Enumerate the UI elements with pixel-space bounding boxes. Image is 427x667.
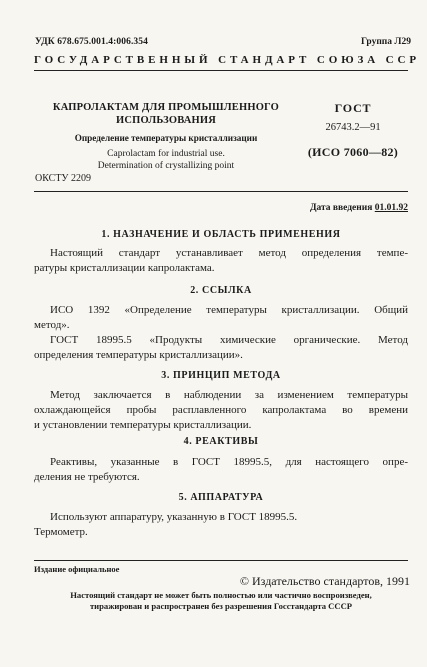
body-line: Термометр. xyxy=(34,526,88,538)
gost-number: 26743.2—91 xyxy=(325,122,381,133)
section-heading: 4. РЕАКТИВЫ xyxy=(183,436,259,447)
introduction-date xyxy=(310,203,408,213)
introduction-date-value: 01.01.92 xyxy=(374,203,408,213)
notice-line: тиражирован и распространен без разрешения Госстандарта СССР xyxy=(89,601,353,611)
official-edition-label: Издание официальное xyxy=(34,564,120,574)
body-line: и установлении температуры кристаллизации. xyxy=(34,419,252,431)
title-ru-line: КАПРОЛАКТАМ ДЛЯ ПРОМЫШЛЕННОГО xyxy=(52,102,280,113)
body-line: определения температуры кристаллизации». xyxy=(34,349,243,361)
body-line: деления не требуются. xyxy=(34,471,140,483)
gost-label: ГОСТ xyxy=(334,101,372,115)
body-line: Настоящий стандарт устанавливает метод определения темпе- xyxy=(50,247,408,259)
body-line: охлаждающейся пробы расплавленного капролактама во времени xyxy=(34,404,408,416)
section-body xyxy=(34,246,408,276)
title-en-line: Caprolactam for industrial use. xyxy=(107,149,225,159)
body-line: ИСО 1392 «Определение температуры кристаллизации. Общий xyxy=(50,304,408,316)
okstu-rule xyxy=(34,191,408,192)
section-heading: 1. НАЗНАЧЕНИЕ И ОБЛАСТЬ ПРИМЕНЕНИЯ xyxy=(101,229,341,240)
copyright: © Издательство стандартов, 1991 xyxy=(239,574,410,588)
title-ru xyxy=(52,101,280,127)
section-heading: 5. АППАРАТУРА xyxy=(178,492,264,503)
body-line: метод». xyxy=(34,319,70,331)
footer-rule xyxy=(34,560,408,561)
subtitle-ru: Определение температуры кристаллизации xyxy=(74,133,258,143)
section-body xyxy=(34,510,408,540)
body-line: ГОСТ 18995.5 «Продукты химические органические. Метод xyxy=(50,334,408,346)
title-ru-line: ИСПОЛЬЗОВАНИЯ xyxy=(115,115,217,126)
body-line: Метод заключается в наблюдении за изменением температуры xyxy=(50,389,408,401)
title-en-line: Determination of crystallizing point xyxy=(97,160,235,171)
notice-line: Настоящий стандарт не может быть полностью или частично воспроизведен, xyxy=(70,590,372,600)
title-en xyxy=(52,149,280,172)
state-standard-banner: ГОСУДАРСТВЕННЫЙ СТАНДАРТ СОЮЗА ССР xyxy=(34,54,420,66)
section-heading: 2. ССЫЛКА xyxy=(190,285,252,296)
body-line: Используют аппаратуру, указанную в ГОСТ 18995.5. xyxy=(50,511,298,523)
iso-reference: (ИСО 7060—82) xyxy=(307,145,399,159)
reproduction-notice xyxy=(34,590,408,612)
udk-code: УДК 678.675.001.4:006.354 xyxy=(35,37,148,47)
title-block xyxy=(52,101,280,172)
gost-block xyxy=(298,101,408,160)
okstu-code: ОКСТУ 2209 xyxy=(35,173,92,184)
group-code: Группа Л29 xyxy=(360,37,411,47)
section-body xyxy=(34,303,408,363)
body-line: Реактивы, указанные в ГОСТ 18995.5, для настоящего опре- xyxy=(50,456,408,468)
section-heading: 3. ПРИНЦИП МЕТОДА xyxy=(161,370,281,381)
introduction-date-label: Дата введения xyxy=(309,203,373,213)
section-body xyxy=(34,455,408,485)
section-body xyxy=(34,388,408,433)
body-line: ратуры кристаллизации капролактама. xyxy=(34,262,215,274)
header-rule xyxy=(34,70,408,71)
